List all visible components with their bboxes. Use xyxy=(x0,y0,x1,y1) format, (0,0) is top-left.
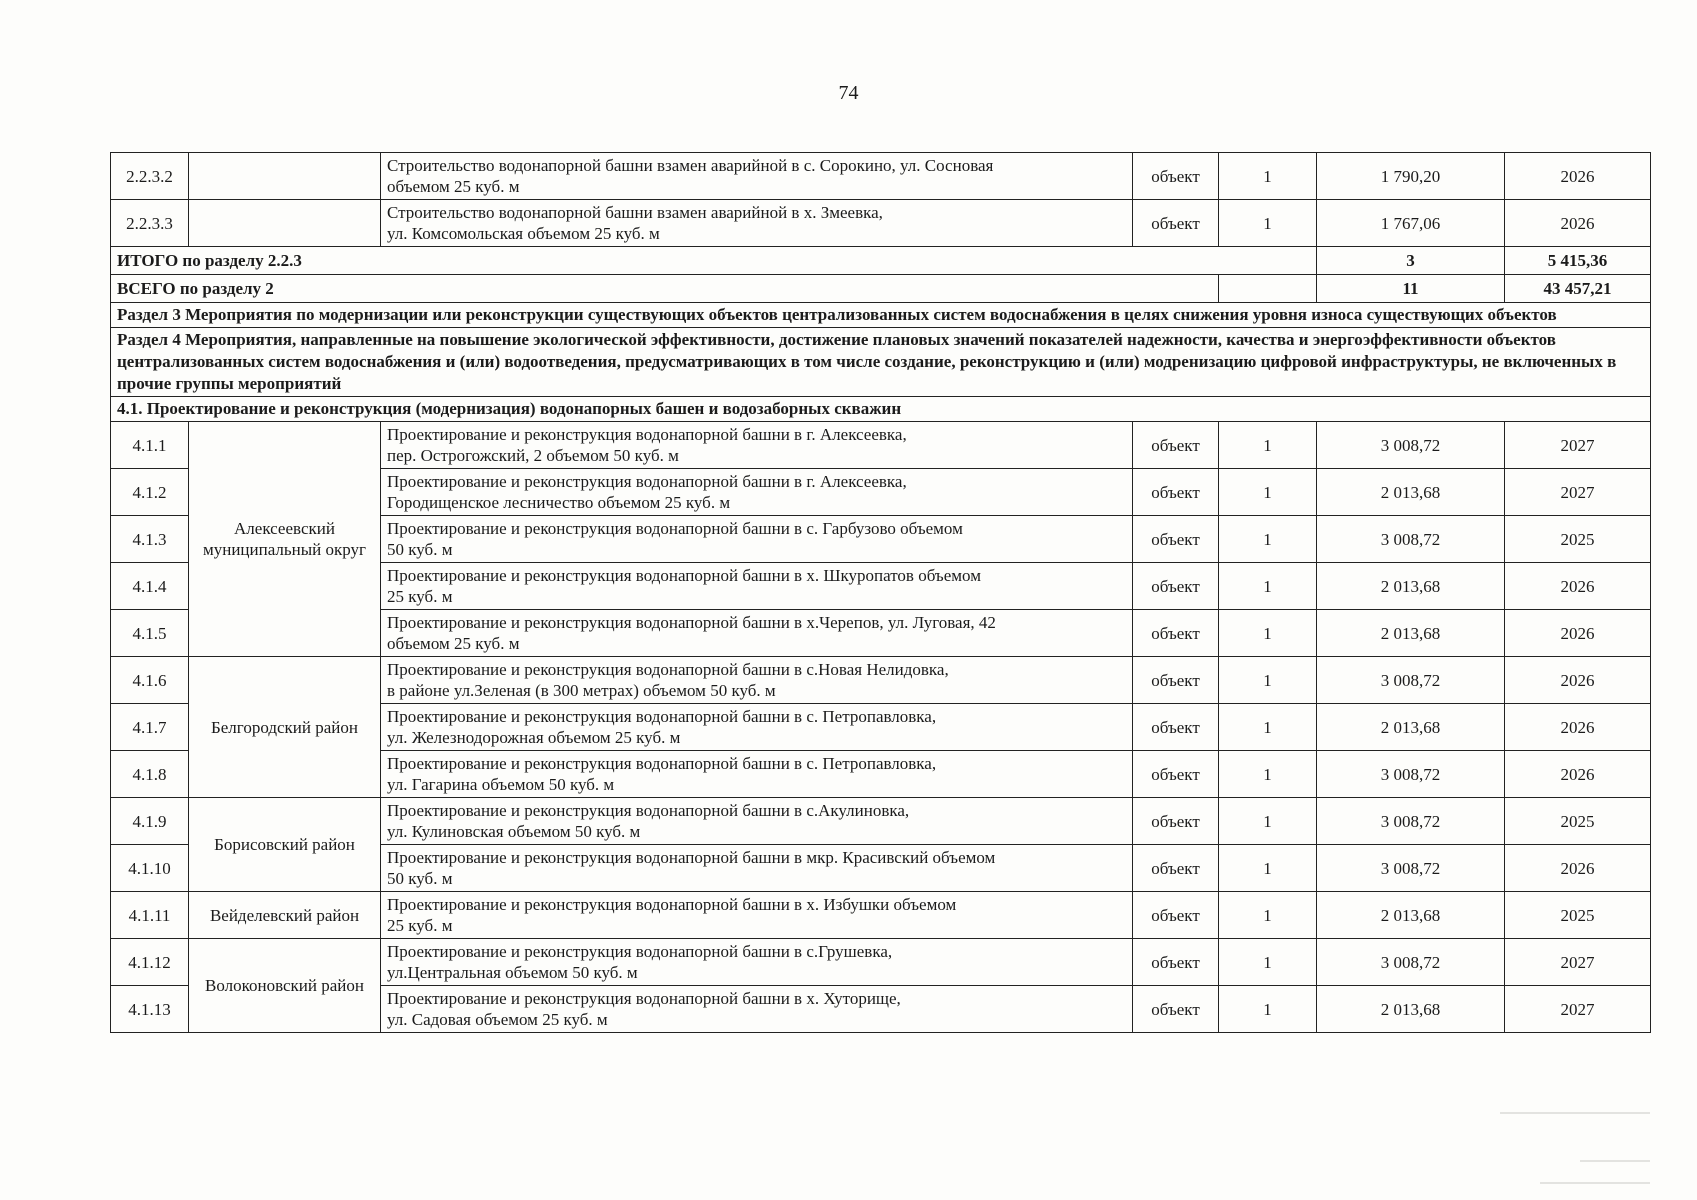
description-line: пер. Острогожский, 2 объемом 50 куб. м xyxy=(387,446,679,465)
description-line: в районе ул.Зеленая (в 300 метрах) объемом 50 куб. м xyxy=(387,681,776,700)
item-unit: объект xyxy=(1133,798,1219,845)
item-number: 4.1.5 xyxy=(111,610,189,657)
item-quantity: 1 xyxy=(1219,939,1317,986)
item-quantity: 1 xyxy=(1219,516,1317,563)
description-line: Проектирование и реконструкция водонапорной башни в с. Петропавловка, xyxy=(387,754,937,773)
total-label: ИТОГО по разделу 2.2.3 xyxy=(111,247,1317,275)
item-quantity: 1 xyxy=(1219,153,1317,200)
description-line: Проектирование и реконструкция водонапорной башни в с.Акулиновка, xyxy=(387,801,910,820)
item-number: 4.1.11 xyxy=(111,892,189,939)
total-cost: 5 415,36 xyxy=(1505,247,1651,275)
item-description xyxy=(381,153,1133,200)
scan-artifact xyxy=(1580,1160,1650,1162)
item-quantity: 1 xyxy=(1219,704,1317,751)
item-number: 4.1.8 xyxy=(111,751,189,798)
item-cost: 2 013,68 xyxy=(1317,892,1505,939)
total-unit-empty xyxy=(1219,275,1317,303)
item-description xyxy=(381,939,1133,986)
item-number: 2.2.3.2 xyxy=(111,153,189,200)
total-row xyxy=(111,247,1651,275)
description-line: Проектирование и реконструкция водонапорной башни в х. Шкуропатов объемом xyxy=(387,566,981,585)
item-year: 2027 xyxy=(1505,939,1651,986)
total-label: ВСЕГО по разделу 2 xyxy=(111,275,1219,303)
item-description xyxy=(381,422,1133,469)
total-cost: 43 457,21 xyxy=(1505,275,1651,303)
item-number: 4.1.3 xyxy=(111,516,189,563)
description-line: Проектирование и реконструкция водонапорной башни в с.Новая Нелидовка, xyxy=(387,660,949,679)
item-description xyxy=(381,610,1133,657)
total-quantity: 11 xyxy=(1317,275,1505,303)
item-unit: объект xyxy=(1133,892,1219,939)
item-quantity: 1 xyxy=(1219,657,1317,704)
measures-table xyxy=(110,152,1651,1033)
item-number: 2.2.3.3 xyxy=(111,200,189,247)
item-year: 2025 xyxy=(1505,892,1651,939)
item-year: 2027 xyxy=(1505,986,1651,1033)
item-description xyxy=(381,704,1133,751)
table-row xyxy=(111,422,1651,469)
description-line: 50 куб. м xyxy=(387,540,453,559)
item-cost: 1 767,06 xyxy=(1317,200,1505,247)
item-year: 2026 xyxy=(1505,751,1651,798)
item-unit: объект xyxy=(1133,563,1219,610)
item-number: 4.1.9 xyxy=(111,798,189,845)
section-heading: 4.1. Проектирование и реконструкция (модернизация) водонапорных башен и водозаборных скважин xyxy=(111,397,1651,422)
page-number: 74 xyxy=(838,82,859,104)
item-cost: 2 013,68 xyxy=(1317,469,1505,516)
table-row xyxy=(111,657,1651,704)
item-year: 2026 xyxy=(1505,610,1651,657)
description-line: ул. Комсомольская объемом 25 куб. м xyxy=(387,224,660,243)
item-unit: объект xyxy=(1133,751,1219,798)
item-description xyxy=(381,200,1133,247)
description-line: ул. Железнодорожная объемом 25 куб. м xyxy=(387,728,681,747)
item-year: 2027 xyxy=(1505,469,1651,516)
description-line: ул. Садовая объемом 25 куб. м xyxy=(387,1010,608,1029)
item-year: 2026 xyxy=(1505,704,1651,751)
item-cost: 3 008,72 xyxy=(1317,516,1505,563)
area-cell xyxy=(189,200,381,247)
item-cost: 3 008,72 xyxy=(1317,751,1505,798)
item-year: 2025 xyxy=(1505,798,1651,845)
table-row xyxy=(111,939,1651,986)
item-year: 2026 xyxy=(1505,563,1651,610)
item-quantity: 1 xyxy=(1219,610,1317,657)
item-number: 4.1.4 xyxy=(111,563,189,610)
item-unit: объект xyxy=(1133,939,1219,986)
area-cell xyxy=(189,153,381,200)
item-year: 2027 xyxy=(1505,422,1651,469)
item-cost: 3 008,72 xyxy=(1317,845,1505,892)
item-number: 4.1.10 xyxy=(111,845,189,892)
area-name: Вейделевский район xyxy=(189,892,381,939)
area-name: Борисовский район xyxy=(189,798,381,892)
description-line: Строительство водонапорной башни взамен аварийной в х. Змеевка, xyxy=(387,203,883,222)
item-quantity: 1 xyxy=(1219,563,1317,610)
item-description xyxy=(381,798,1133,845)
item-number: 4.1.13 xyxy=(111,986,189,1033)
item-year: 2026 xyxy=(1505,657,1651,704)
description-line: Проектирование и реконструкция водонапорной башни в х. Хуторище, xyxy=(387,989,901,1008)
item-description xyxy=(381,657,1133,704)
item-quantity: 1 xyxy=(1219,892,1317,939)
total-row xyxy=(111,275,1651,303)
table-row xyxy=(111,892,1651,939)
item-cost: 2 013,68 xyxy=(1317,563,1505,610)
description-line: Проектирование и реконструкция водонапорной башни в мкр. Красивский объемом xyxy=(387,848,996,867)
item-cost: 3 008,72 xyxy=(1317,422,1505,469)
item-year: 2026 xyxy=(1505,153,1651,200)
item-quantity: 1 xyxy=(1219,422,1317,469)
item-unit: объект xyxy=(1133,469,1219,516)
item-unit: объект xyxy=(1133,986,1219,1033)
description-line: 25 куб. м xyxy=(387,916,453,935)
item-cost: 1 790,20 xyxy=(1317,153,1505,200)
item-number: 4.1.6 xyxy=(111,657,189,704)
item-unit: объект xyxy=(1133,610,1219,657)
item-number: 4.1.12 xyxy=(111,939,189,986)
table-row xyxy=(111,798,1651,845)
item-year: 2025 xyxy=(1505,516,1651,563)
item-description xyxy=(381,563,1133,610)
description-line: Строительство водонапорной башни взамен аварийной в с. Сорокино, ул. Сосновая xyxy=(387,156,994,175)
item-number: 4.1.7 xyxy=(111,704,189,751)
table-row xyxy=(111,200,1651,247)
item-cost: 3 008,72 xyxy=(1317,939,1505,986)
description-line: Проектирование и реконструкция водонапорной башни в г. Алексеевка, xyxy=(387,425,907,444)
item-description xyxy=(381,516,1133,563)
table-row xyxy=(111,153,1651,200)
scan-artifact xyxy=(1540,1182,1650,1184)
description-line: 50 куб. м xyxy=(387,869,453,888)
item-number: 4.1.2 xyxy=(111,469,189,516)
item-unit: объект xyxy=(1133,153,1219,200)
description-line: Проектирование и реконструкция водонапорной башни в с. Гарбузово объемом xyxy=(387,519,963,538)
section-heading: Раздел 4 Мероприятия, направленные на повышение экологической эффективности, достижение плановых значений показателей надежности, качества и энергоэффективности объектов централизованных систем водоснабжения и (или) водоотведения, предусматривающих в том числе создание, реконструкцию и (или) модренизацию цифровой инфраструктуры, не включенных в прочие группы мероприятий xyxy=(111,328,1651,397)
description-line: Городищенское лесничество объемом 25 куб. м xyxy=(387,493,731,512)
item-quantity: 1 xyxy=(1219,751,1317,798)
total-quantity: 3 xyxy=(1317,247,1505,275)
item-cost: 2 013,68 xyxy=(1317,986,1505,1033)
item-year: 2026 xyxy=(1505,845,1651,892)
item-cost: 2 013,68 xyxy=(1317,704,1505,751)
item-quantity: 1 xyxy=(1219,986,1317,1033)
item-unit: объект xyxy=(1133,422,1219,469)
item-unit: объект xyxy=(1133,704,1219,751)
description-line: ул.Центральная объемом 50 куб. м xyxy=(387,963,638,982)
item-number: 4.1.1 xyxy=(111,422,189,469)
area-name: Волоконовский район xyxy=(189,939,381,1033)
area-name: Алексеевский муниципальный округ xyxy=(189,422,381,657)
item-cost: 2 013,68 xyxy=(1317,610,1505,657)
section-heading: Раздел 3 Мероприятия по модернизации или реконструкции существующих объектов централизованных систем водоснабжения в целях снижения уровня износа существующих объектов xyxy=(111,303,1651,328)
section-heading-row xyxy=(111,303,1651,328)
description-line: объемом 25 куб. м xyxy=(387,634,520,653)
item-cost: 3 008,72 xyxy=(1317,657,1505,704)
description-line: объемом 25 куб. м xyxy=(387,177,520,196)
item-unit: объект xyxy=(1133,200,1219,247)
description-line: Проектирование и реконструкция водонапорной башни в х. Избушки объемом xyxy=(387,895,957,914)
area-name: Белгородский район xyxy=(189,657,381,798)
item-cost: 3 008,72 xyxy=(1317,798,1505,845)
description-line: Проектирование и реконструкция водонапорной башни в с. Петропавловка, xyxy=(387,707,937,726)
description-line: Проектирование и реконструкция водонапорной башни в с.Грушевка, xyxy=(387,942,893,961)
item-quantity: 1 xyxy=(1219,845,1317,892)
item-description xyxy=(381,892,1133,939)
item-unit: объект xyxy=(1133,516,1219,563)
item-description xyxy=(381,469,1133,516)
item-year: 2026 xyxy=(1505,200,1651,247)
description-line: ул. Кулиновская объемом 50 куб. м xyxy=(387,822,641,841)
description-line: 25 куб. м xyxy=(387,587,453,606)
item-quantity: 1 xyxy=(1219,469,1317,516)
item-description xyxy=(381,751,1133,798)
item-unit: объект xyxy=(1133,845,1219,892)
item-description xyxy=(381,986,1133,1033)
item-description xyxy=(381,845,1133,892)
section-heading-row xyxy=(111,328,1651,397)
item-quantity: 1 xyxy=(1219,200,1317,247)
description-line: Проектирование и реконструкция водонапорной башни в х.Черепов, ул. Луговая, 42 xyxy=(387,613,996,632)
description-line: ул. Гагарина объемом 50 куб. м xyxy=(387,775,615,794)
description-line: Проектирование и реконструкция водонапорной башни в г. Алексеевка, xyxy=(387,472,907,491)
item-unit: объект xyxy=(1133,657,1219,704)
scan-artifact xyxy=(1500,1112,1650,1114)
section-heading-row xyxy=(111,397,1651,422)
item-quantity: 1 xyxy=(1219,798,1317,845)
